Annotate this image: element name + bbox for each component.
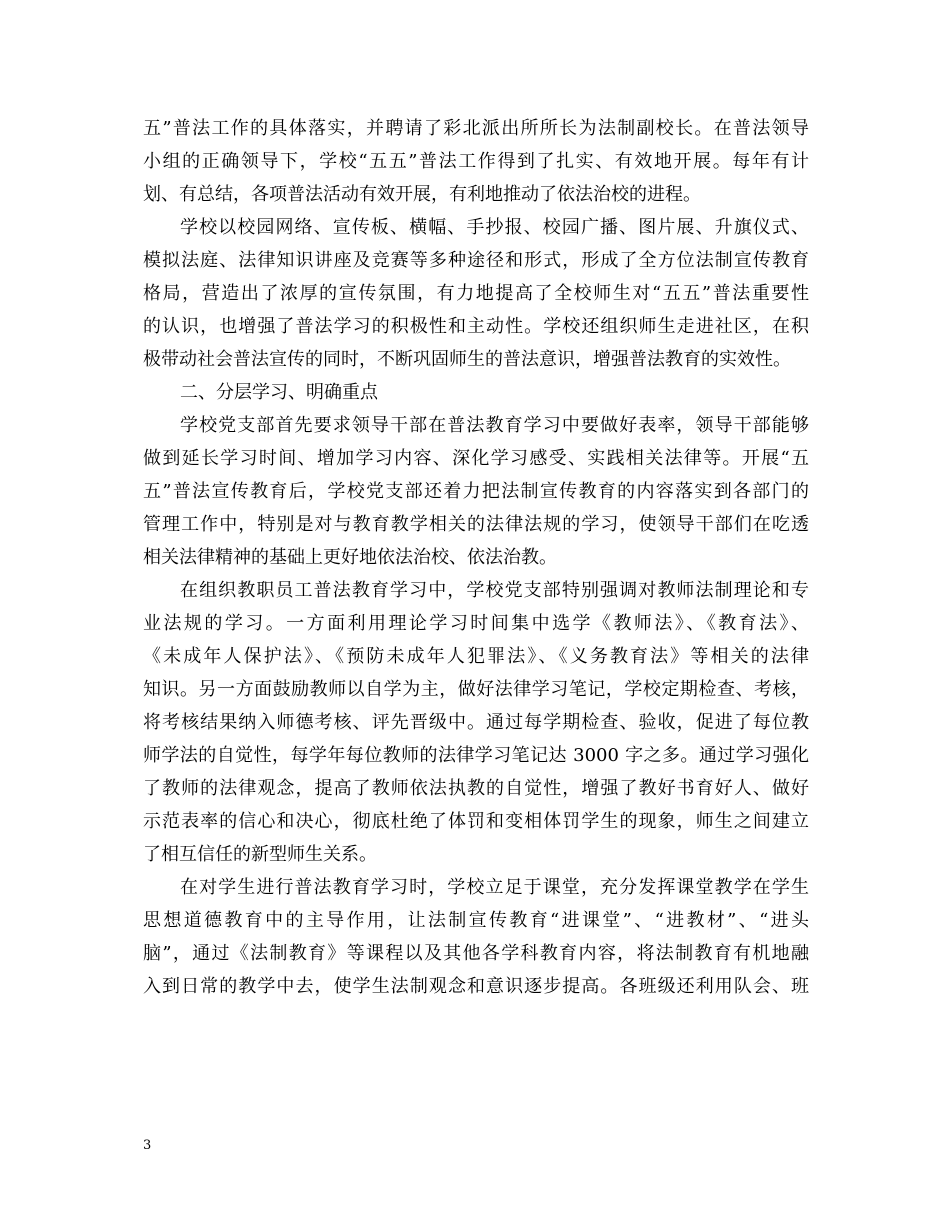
text-line: 脑”，通过《法制教育》等课程以及其他各学科教育内容，将法制教育有机地融 — [143, 943, 809, 964]
text-line: 格局，营造出了浓厚的宣传氛围，有力地提高了全校师生对“五五”普法重要性 — [143, 283, 809, 304]
text-line: 划、有总结，各项普法活动有效开展，有利地推动了依法治校的进程。 — [143, 184, 701, 205]
text-line: 示范表率的信心和决心，彻底杜绝了体罚和变相体罚学生的现象，师生之间建立 — [143, 811, 809, 832]
document-body — [143, 112, 809, 1003]
text-line: 了相互信任的新型师生关系。 — [143, 844, 377, 865]
text-line: 在对学生进行普法教育学习时，学校立足于课堂，充分发挥课堂教学在学生 — [180, 877, 809, 898]
text-line: 五”普法工作的具体落实，并聘请了彩北派出所所长为法制副校长。在普法领导 — [143, 118, 809, 139]
text-line: 知识。另一方面鼓励教师以自学为主，做好法律学习笔记，学校定期检查、考核， — [143, 679, 809, 700]
text-line: 学校以校园网络、宣传板、横幅、手抄报、校园广播、图片展、升旗仪式、 — [180, 217, 809, 238]
text-line: 模拟法庭、法律知识讲座及竞赛等多种途径和形式，形成了全方位法制宣传教育 — [143, 250, 809, 271]
text-line: 师学法的自觉性，每学年每位教师的法律学习笔记达 3000 字之多。通过学习强化 — [143, 745, 809, 766]
text-line: 《未成年人保护法》、《预防未成年人犯罪法》、《义务教育法》等相关的法律 — [143, 646, 809, 667]
text-line: 在组织教职员工普法教育学习中，学校党支部特别强调对教师法制理论和专 — [180, 580, 809, 601]
text-line: 做到延长学习时间、增加学习内容、深化学习感受、实践相关法律等。开展“五 — [143, 448, 809, 469]
text-line: 学校党支部首先要求领导干部在普法教育学习中要做好表率，领导干部能够 — [180, 415, 809, 436]
text-line: 二、分层学习、明确重点 — [180, 382, 378, 403]
text-line: 了教师的法律观念，提高了教师依法执教的自觉性，增强了教好书育好人、做好 — [143, 778, 809, 799]
text-line: 管理工作中，特别是对与教育教学相关的法律法规的学习，使领导干部们在吃透 — [143, 514, 809, 535]
text-line: 思想道德教育中的主导作用，让法制宣传教育“进课堂”、“进教材”、“进头 — [143, 910, 809, 931]
page-number: 3 — [143, 1138, 152, 1153]
text-line: 的认识，也增强了普法学习的积极性和主动性。学校还组织师生走进社区，在积 — [143, 316, 809, 337]
text-line: 极带动社会普法宣传的同时，不断巩固师生的普法意识，增强普法教育的实效性。 — [143, 349, 791, 370]
text-line: 相关法律精神的基础上更好地依法治校、依法治教。 — [143, 547, 557, 568]
text-line: 将考核结果纳入师德考核、评先晋级中。通过每学期检查、验收，促进了每位教 — [143, 712, 809, 733]
text-line: 业法规的学习。一方面利用理论学习时间集中选学《教师法》、《教育法》、 — [143, 613, 809, 634]
text-line: 五”普法宣传教育后，学校党支部还着力把法制宣传教育的内容落实到各部门的 — [143, 481, 809, 502]
text-line: 小组的正确领导下，学校“五五”普法工作得到了扎实、有效地开展。每年有计 — [143, 151, 809, 172]
text-line: 入到日常的教学中去，使学生法制观念和意识逐步提高。各班级还利用队会、班 — [143, 976, 809, 997]
